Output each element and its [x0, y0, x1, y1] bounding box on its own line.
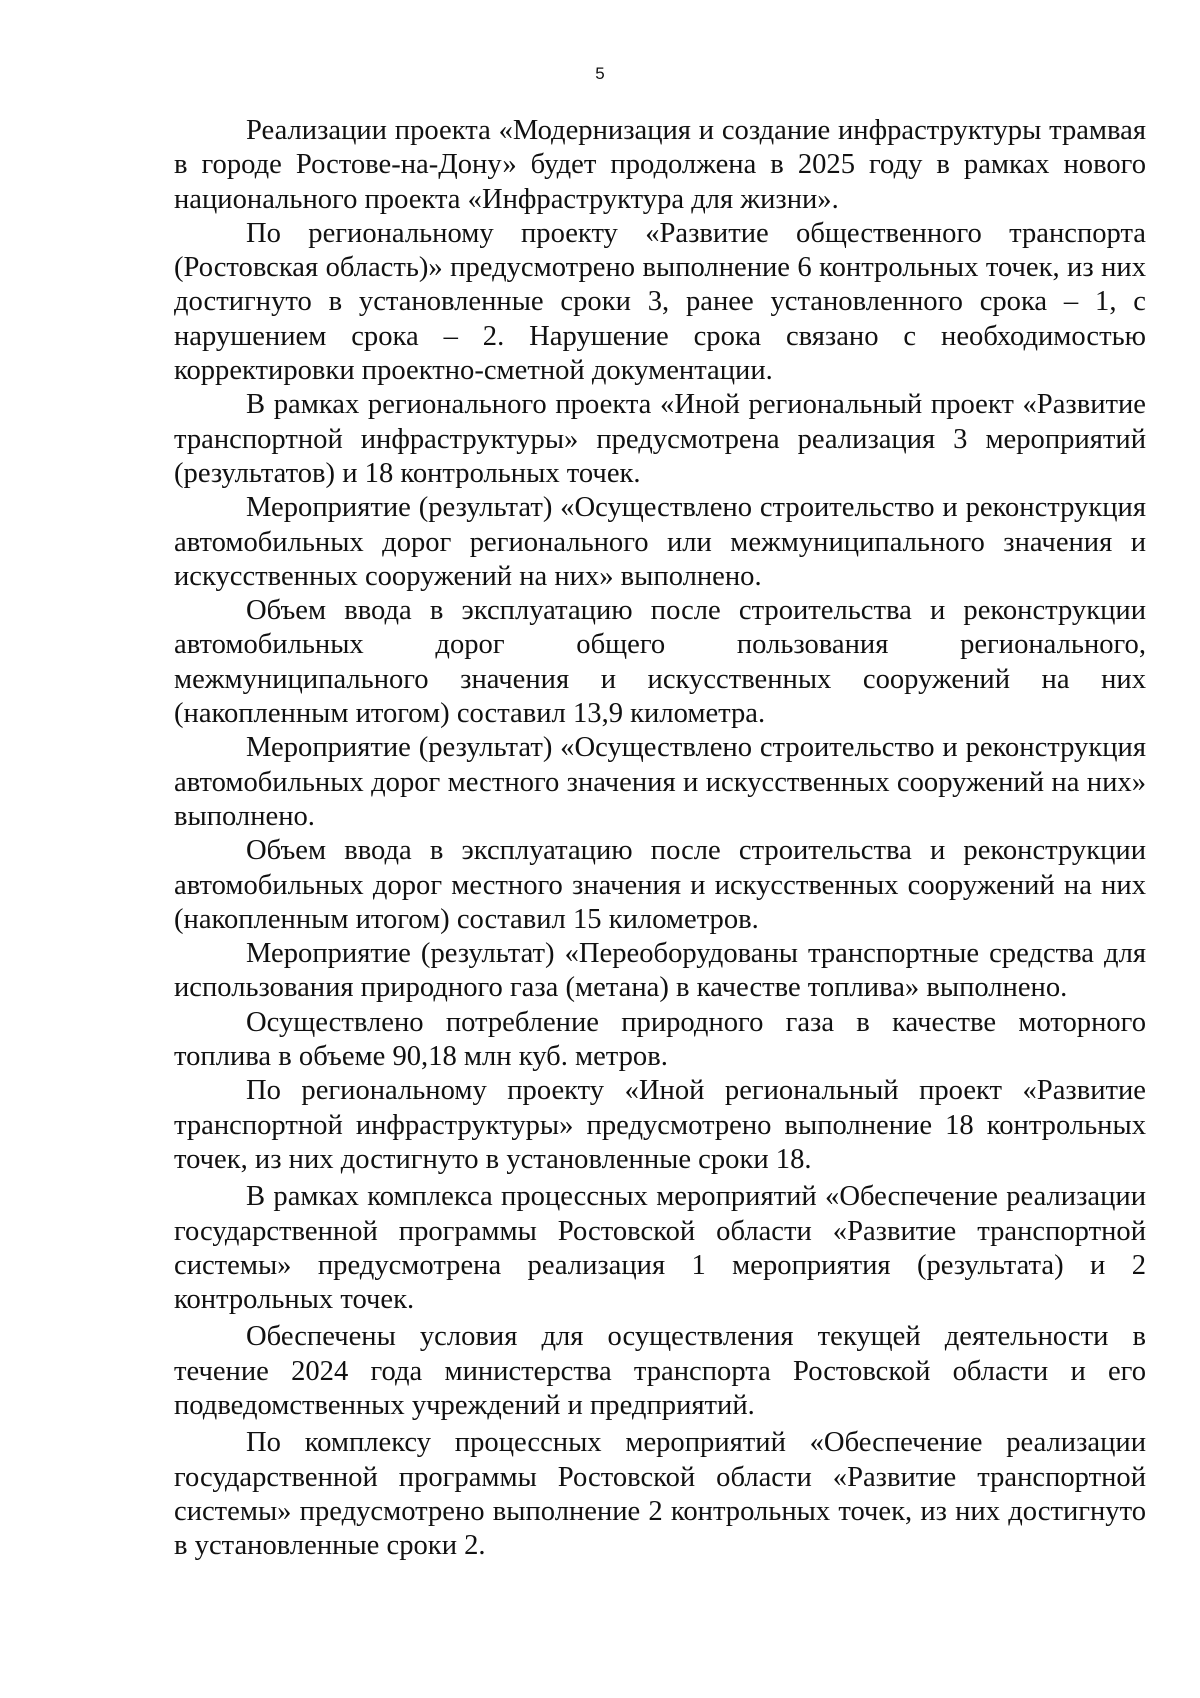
page-number: 5 [595, 64, 605, 83]
paragraph-tram-project: Реализации проекта «Модернизация и создание инфраструктуры трамвая в городе Ростове-на-Дону» будет продолжена в 2025 году в рамках нового национального проекта «Инфраструктура для жизни». [174, 115, 1146, 215]
paragraph-gas-consumption: Осуществлено потребление природного газа в качестве моторного топлива в объеме 90,18 млн куб. метров. [174, 1006, 1146, 1073]
paragraph-transport-infrastructure-project: В рамках регионального проекта «Иной региональный проект «Развитие транспортной инфраструктуры» предусмотрена реализация 3 мероприятий (результатов) и 18 контрольных точек. [174, 389, 1146, 489]
paragraph-public-transport-project: По региональному проекту «Развитие общественного транспорта (Ростовская область)» предусмотрено выполнение 6 контрольных точек, из них достигнуто в установленные сроки 3, ранее установленного срока – 1, с нарушением срока – 2. Нарушение срока связано с необходимостью корректировки проектно-сметной документации. [174, 217, 1146, 387]
paragraph-ministry-activity: Обеспечены условия для осуществления текущей деятельности в течение 2024 года министерства транспорта Ростовской области и его подведомственных учреждений и предприятий. [174, 1321, 1146, 1421]
paragraph-gas-vehicles-measure: Мероприятие (результат) «Переоборудованы транспортные средства для использования природного газа (метана) в качестве топлива» выполнено. [174, 938, 1146, 1004]
document-body [174, 114, 1146, 1563]
paragraph-process-measures: В рамках комплекса процессных мероприятий «Обеспечение реализации государственной программы Ростовской области «Развитие транспортной системы» предусмотрена реализация 1 мероприятия (результата) и 2 контрольных точек. [174, 1181, 1146, 1316]
paragraph-infrastructure-control-points: По региональному проекту «Иной региональный проект «Развитие транспортной инфраструктуры» предусмотрено выполнение 18 контрольных точек, из них достигнуто в установленные сроки 18. [174, 1075, 1146, 1175]
paragraph-regional-roads-measure: Мероприятие (результат) «Осуществлено строительство и реконструкция автомобильных дорог регионального или межмуниципального значения и искусственных сооружений на них» выполнено. [174, 492, 1146, 592]
paragraph-local-roads-volume: Объем ввода в эксплуатацию после строительства и реконструкции автомобильных дорог местного значения и искусственных сооружений на них (накопленным итогом) составил 15 километров. [174, 835, 1146, 935]
paragraph-process-control-points: По комплексу процессных мероприятий «Обеспечение реализации государственной программы Ростовской области «Развитие транспортной системы» предусмотрено выполнение 2 контрольных точек, из них достигнуто в установленные сроки 2. [174, 1427, 1146, 1562]
paragraph-regional-roads-volume: Объем ввода в эксплуатацию после строительства и реконструкции автомобильных дорог общего пользования регионального, межмуниципального значения и искусственных сооружений на них (накопленным итогом) составил 13,9 километра. [174, 595, 1146, 730]
paragraph-local-roads-measure: Мероприятие (результат) «Осуществлено строительство и реконструкция автомобильных дорог местного значения и искусственных сооружений на них» выполнено. [174, 732, 1146, 832]
